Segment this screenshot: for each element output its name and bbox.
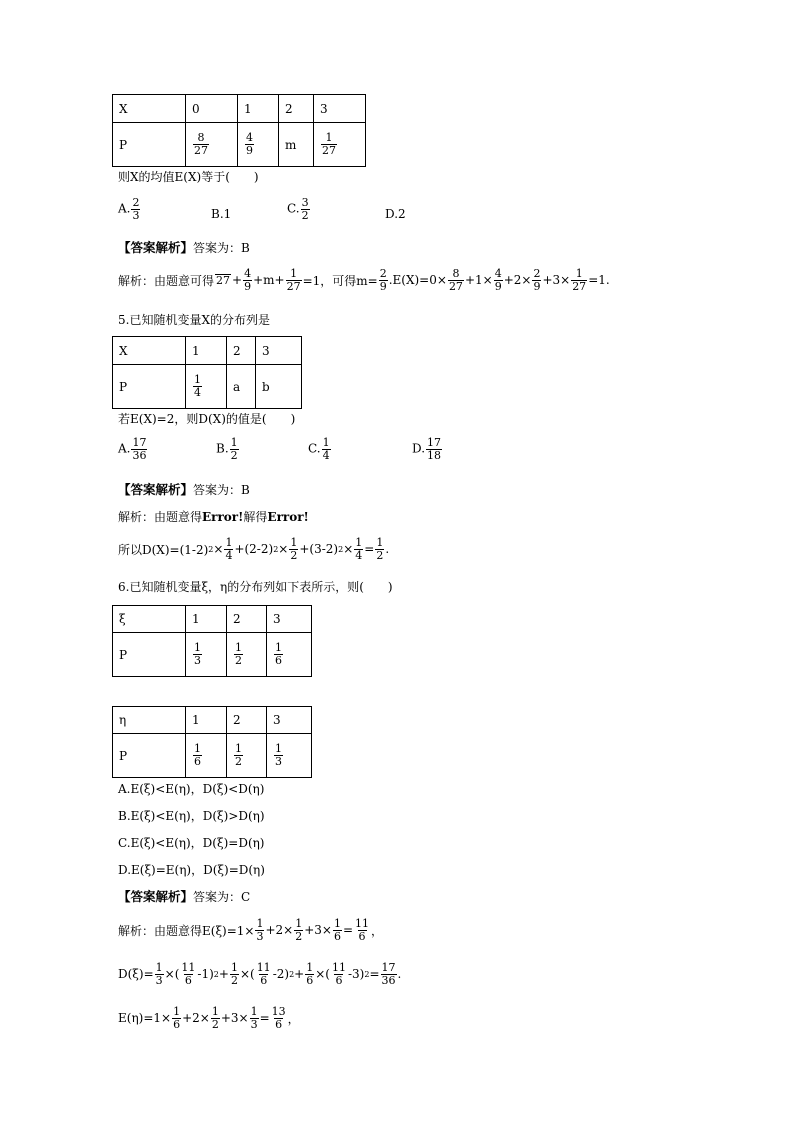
table-cell: 3 [267, 606, 312, 633]
table-cell: 0 [186, 95, 238, 123]
solution-line: 解析：由题意得E(ξ)=1× $\frac{1}{3}$ +2× $\frac{1}{2}$ +3× $\frac{1}{6}$ = $\frac{11}{6}$ ， [118, 917, 384, 943]
question-stem: 6.已知随机变量ξ，η的分布列如下表所示，则( ) [118, 580, 393, 594]
table-cell: ξ [113, 606, 186, 633]
option-d: D.E(ξ)=E(η)，D(ξ)=D(η) [118, 863, 265, 877]
error-text: Error! [202, 510, 244, 524]
table-cell: $\frac{1}{2}$ [227, 734, 267, 778]
table-cell: 1 [186, 337, 227, 365]
answer-line [118, 242, 250, 255]
fraction: $\frac{4}{9}$ [246, 131, 253, 157]
answer-line [118, 891, 250, 904]
distribution-table-q4 [112, 94, 366, 167]
solution-line: 所以D(X)=(1-2) 2 × $\frac{1}{4}$ +(2-2) 2 × $\frac{1}{2}$ +(3-2) 2 × $\frac{1}{4}$ = $\frac{1}{2}$ . [118, 536, 390, 562]
option-b: B.1 [211, 207, 232, 221]
option-a: A.E(ξ)<E(η)，D(ξ)<D(η) [118, 782, 265, 796]
table-cell: 1 [238, 95, 279, 123]
table-cell: $\frac{1}{3}$ [186, 633, 227, 677]
table-cell: 1 [186, 606, 227, 633]
table-cell: $\frac{1}{4}$ [186, 365, 227, 409]
table-cell: $\frac{1}{6}$ [267, 633, 312, 677]
solution-line: E(η)=1× $\frac{1}{6}$ +2× $\frac{1}{2}$ +3× $\frac{1}{3}$ = $\frac{13}{6}$ ， [118, 1005, 300, 1031]
question-condition: 若E(X)=2，则D(X)的值是( ) [118, 412, 296, 426]
table-cell: $\frac{1}{3}$ [267, 734, 312, 778]
table-cell: X [113, 337, 186, 365]
answer-label: 【答案解析】 [118, 240, 194, 255]
solution-line: 解析：由题意得Error!解得Error! [118, 510, 309, 524]
solution-line: 解析：由题意可得 27 + $\frac{4}{9}$ +m+ $\frac{1}{27}$ =1，可得m= $\frac{2}{9}$ .E(X)=0× $\frac{8}{27}$ +1× $\frac{4}{9}$ +2× $\frac{2}{9}$ +3× $\frac{1}{27}$ =1. [118, 267, 610, 293]
option-c: C.E(ξ)<E(η)，D(ξ)=D(η) [118, 836, 265, 850]
table-cell: 2 [227, 606, 267, 633]
table-cell: P [113, 123, 186, 167]
table-cell [238, 123, 279, 167]
table-cell: b [256, 365, 302, 409]
table-cell [314, 123, 366, 167]
option-d: D.2 [385, 207, 406, 221]
table-cell: m [279, 123, 314, 167]
table-cell: 2 [227, 337, 256, 365]
answer-text: 答案为：B [193, 241, 250, 255]
solution-line: D(ξ)= $\frac{1}{3}$ ×( $\frac{11}{6}$ -1) 2 + $\frac{1}{2}$ ×( $\frac{11}{6}$ -2) 2 + $\frac{1}{6}$ ×( $\frac{11}{6}$ -3) 2 = $\frac{17}{36}$ . [118, 961, 402, 987]
fraction: $\frac{1}{27}$ [322, 131, 336, 157]
answer-text: 答案为：B [193, 483, 250, 497]
table-cell: 3 [267, 707, 312, 734]
table-cell: η [113, 707, 186, 734]
error-text: Error! [267, 510, 309, 524]
table-cell: $\frac{1}{2}$ [227, 633, 267, 677]
table-cell: 3 [256, 337, 302, 365]
question-stem: 则X的均值E(X)等于( ) [118, 170, 259, 184]
option-b: B. $\frac{1}{2}$ [216, 436, 238, 462]
option-d: D. $\frac{17}{18}$ [412, 436, 442, 462]
option-a: A. $\frac{2}{3}$ [118, 196, 140, 222]
answer-label: 【答案解析】 [118, 889, 194, 904]
table-cell: P [113, 365, 186, 409]
option-a: A. $\frac{17}{36}$ [118, 436, 147, 462]
table-cell: 2 [227, 707, 267, 734]
option-c: C. $\frac{1}{4}$ [308, 436, 330, 462]
option-c: C. $\frac{3}{2}$ [287, 196, 309, 222]
answer-label: 【答案解析】 [118, 482, 194, 497]
table-cell: X [113, 95, 186, 123]
distribution-table-q5 [112, 336, 302, 409]
table-cell: $\frac{1}{6}$ [186, 734, 227, 778]
table-cell: 3 [314, 95, 366, 123]
table-cell: P [113, 734, 186, 778]
table-cell: a [227, 365, 256, 409]
distribution-table-eta [112, 706, 312, 778]
answer-text: 答案为：C [193, 890, 251, 904]
distribution-table-xi [112, 605, 312, 677]
table-cell: 2 [279, 95, 314, 123]
table-cell: 1 [186, 707, 227, 734]
answer-line [118, 484, 250, 497]
table-cell [186, 123, 238, 167]
fraction: $\frac{8}{27}$ [194, 131, 208, 157]
question-stem: 5.已知随机变量X的分布列是 [118, 313, 270, 327]
table-cell: P [113, 633, 186, 677]
option-b: B.E(ξ)<E(η)，D(ξ)>D(η) [118, 809, 265, 823]
